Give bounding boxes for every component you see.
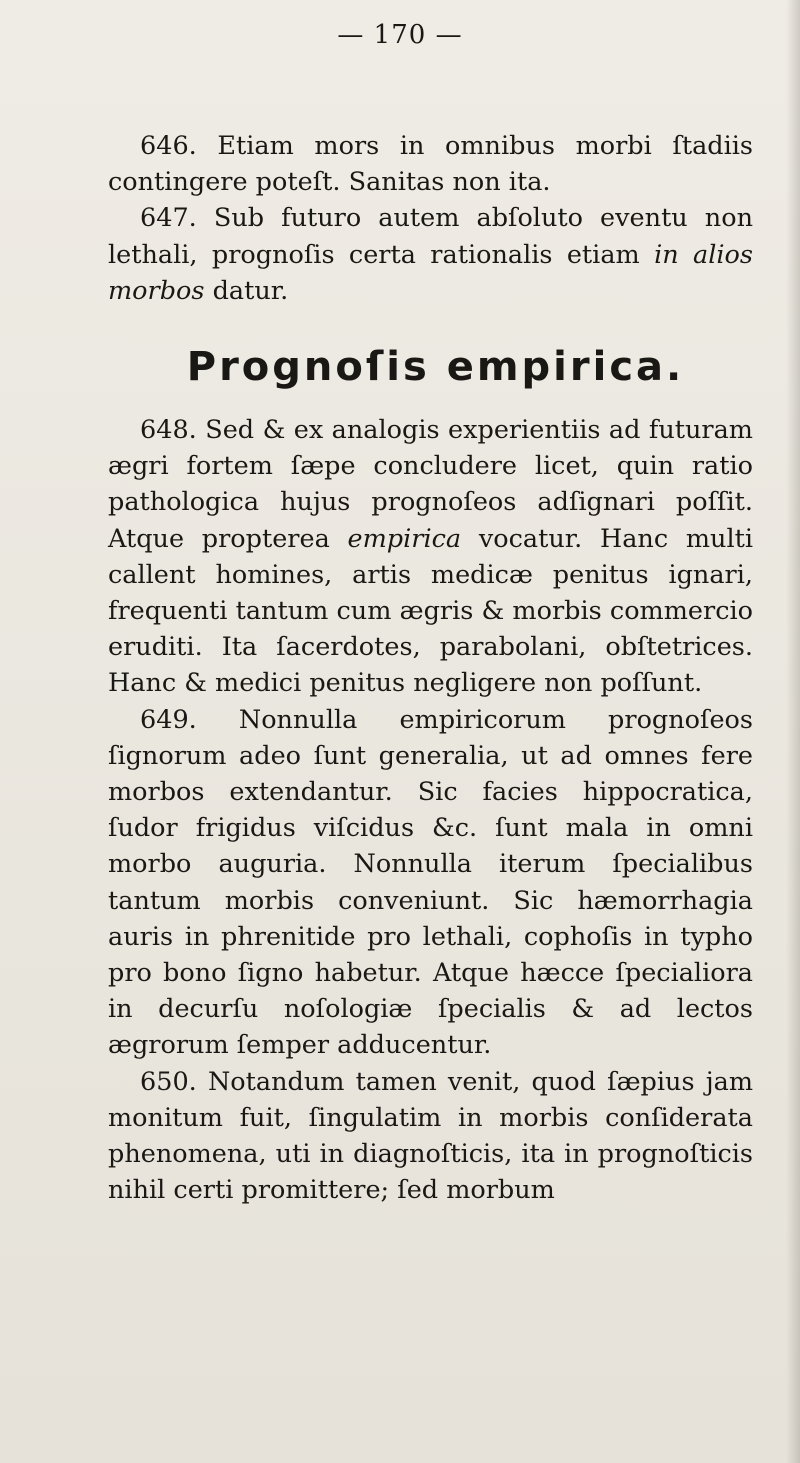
paragraph-649	[108, 702, 753, 1064]
paragraph-text: vocatur. Hanc multi callent homines, artis medicæ penitus ignari, frequenti tantum cum ægris & morbis commercio eruditi. Ita ſacerdotes, parabolani, obſtetrices. Hanc & medici penitus negligere non poſſunt.	[108, 523, 754, 699]
paragraph-number: 650.	[140, 1066, 197, 1097]
main-text	[108, 128, 753, 1208]
paragraph-646	[108, 128, 753, 200]
section-heading: Prognoſis empirica.	[186, 344, 685, 391]
paragraph-text: Notandum tamen venit, quod ſæpius jam monitum fuit, ſingulatim in morbis conſiderata phenomena, uti in diagnoſticis, ita in prognoſticis nihil certi promittere; ſed morbum	[108, 1066, 753, 1206]
paragraph-number: 648.	[140, 415, 197, 446]
paragraph-647	[108, 200, 753, 309]
italic-phrase: in alios morbos	[108, 239, 753, 306]
paragraph-text: datur.	[212, 275, 289, 306]
paragraph-number: 649.	[140, 704, 197, 735]
paragraph-text: Sub futuro autem abſoluto eventu non lethali, prognoſis certa rationalis etiam	[108, 203, 754, 270]
italic-phrase: empirica	[347, 523, 462, 554]
paragraph-650	[108, 1064, 753, 1209]
page-edge-shadow	[786, 0, 800, 1463]
paragraph-number: 647.	[140, 203, 197, 234]
paragraph-number: 646.	[140, 131, 197, 161]
paragraph-text: Nonnulla empiricorum prognoſeos ſignorum adeo ſunt generalia, ut ad omnes fere morbos extendantur. Sic facies hippocratica, ſudor frigidus viſcidus &c. ſunt mala in omni morbo auguria. Nonnulla iterum ſpecialibus tantum morbis conveniunt. Sic hæmorrhagia auris in phrenitide pro lethali, cophoſis in typho pro bono ſigno habetur. Atque hæcce ſpecialiora in decurſu noſologiæ ſpecialis & ad lectos ægrorum ſemper adducentur.	[108, 704, 753, 1061]
paragraph-648	[108, 412, 753, 702]
paragraph-text: Etiam mors in omnibus morbi ſtadiis contingere poteſt. Sanitas non ita.	[108, 131, 754, 198]
page-number: — 170 —	[337, 20, 463, 50]
paragraph-text: Sed & ex analogis experientiis ad futuram ægri fortem ſæpe concludere licet, quin ratio pathologica hujus prognoſeos adſignari poſſit. Atque propterea	[108, 415, 753, 554]
